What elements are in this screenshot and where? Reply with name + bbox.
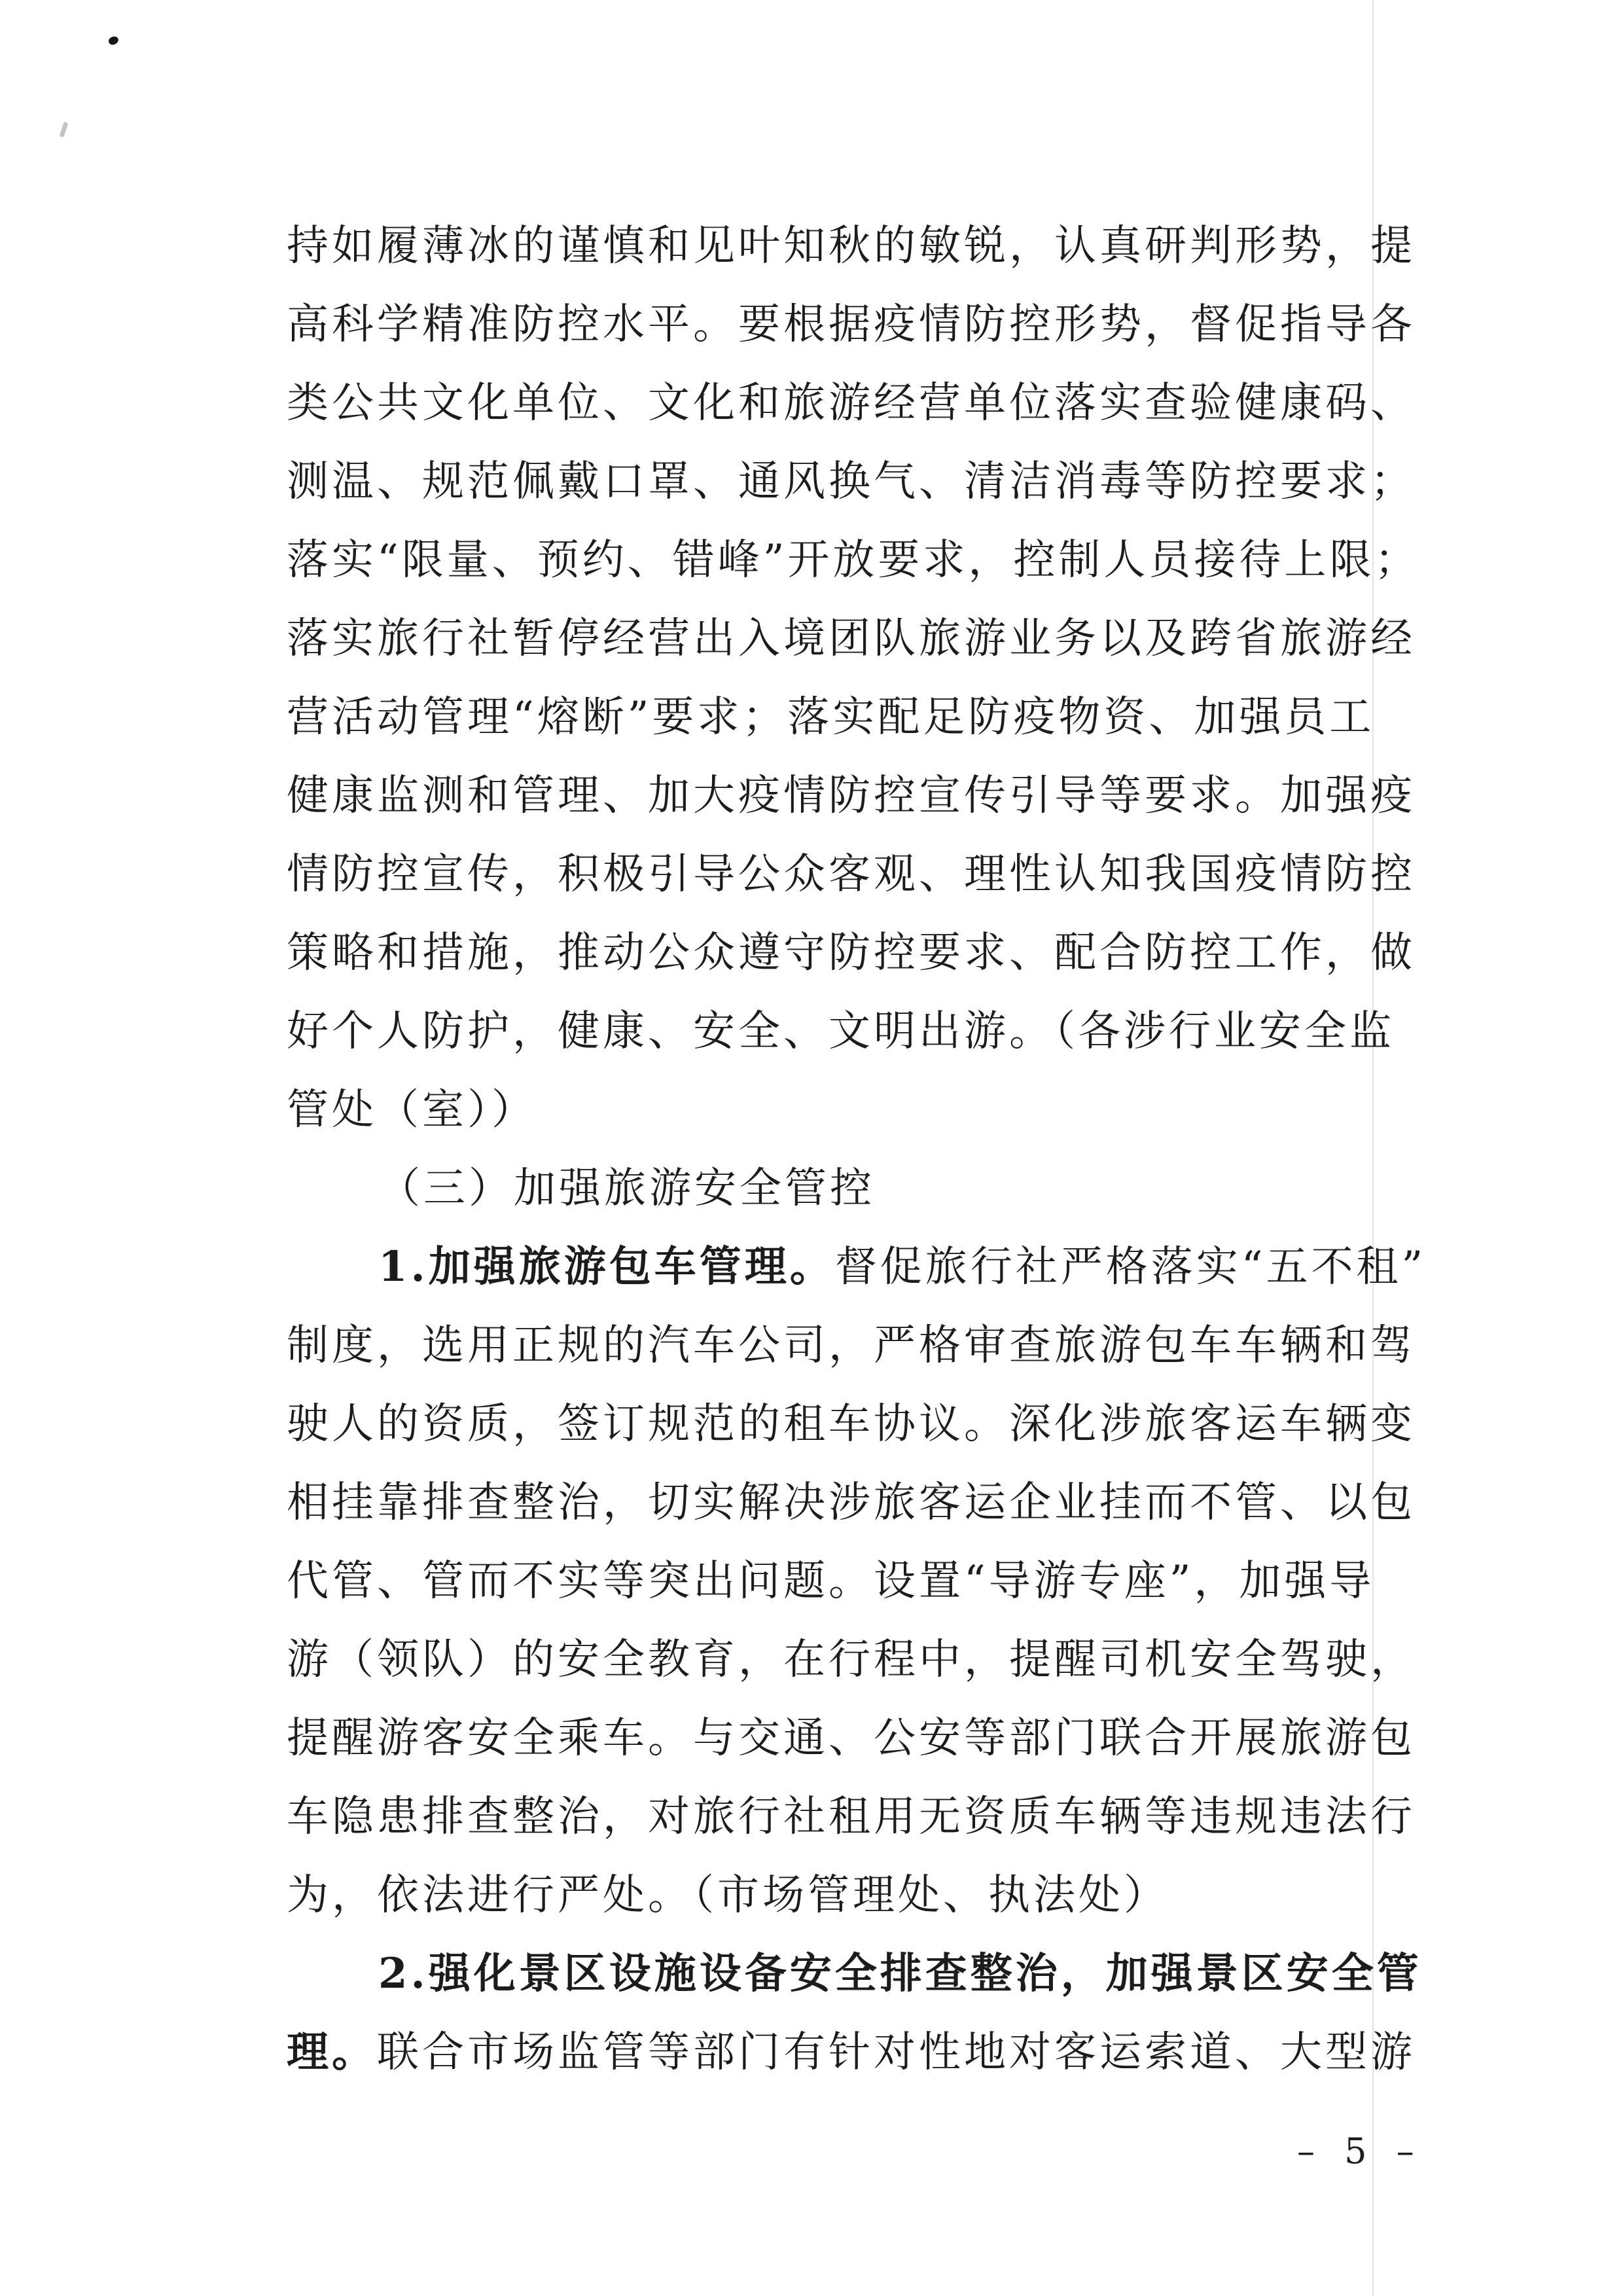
text-line bbox=[287, 442, 1471, 521]
text-line bbox=[287, 678, 1471, 757]
text-run: 持如履薄冰的谨慎和见叶知秋的敏锐，认真研判形势，提 bbox=[287, 222, 1416, 270]
text-run: 落实旅行社暂停经营出入境团队旅游业务以及跨省旅游经 bbox=[287, 615, 1416, 663]
bold-text-run: 理。 bbox=[287, 2028, 377, 2077]
text-line bbox=[287, 1306, 1471, 1385]
text-line bbox=[287, 600, 1471, 678]
text-line bbox=[287, 1935, 1471, 2013]
text-block bbox=[287, 207, 1471, 2092]
text-run: （三）加强旅游安全管控 bbox=[378, 1164, 875, 1213]
text-line bbox=[287, 2013, 1471, 2092]
text-line bbox=[287, 285, 1471, 364]
text-line bbox=[287, 1621, 1471, 1699]
text-run: 提醒游客安全乘车。与交通、公安等部门联合开展旅游包 bbox=[287, 1714, 1416, 1763]
text-line bbox=[287, 914, 1471, 992]
text-line bbox=[287, 835, 1471, 914]
text-run: 制度，选用正规的汽车公司，严格审查旅游包车车辆和驾 bbox=[287, 1321, 1416, 1370]
page-number: – 5 – bbox=[1297, 2130, 1423, 2172]
text-line bbox=[287, 1856, 1471, 1935]
bold-text-run: 2.强化景区设施设备安全排查整治，加强景区安全管 bbox=[378, 1949, 1422, 1998]
text-run: 联合市场监管等部门有针对性地对客运索道、大型游 bbox=[377, 2028, 1416, 2077]
text-line bbox=[287, 1699, 1471, 1778]
text-line bbox=[287, 1542, 1471, 1621]
text-run: 车隐患排查整治，对旅行社租用无资质车辆等违规违法行 bbox=[287, 1793, 1416, 1841]
text-line bbox=[287, 521, 1471, 600]
text-line bbox=[287, 1778, 1471, 1856]
text-run: 为，依法进行严处。（市场管理处、执法处） bbox=[287, 1871, 1169, 1920]
text-run: 情防控宣传，积极引导公众客观、理性认知我国疫情防控 bbox=[287, 850, 1416, 899]
text-run: 策略和措施，推动公众遵守防控要求、配合防控工作，做 bbox=[287, 929, 1416, 977]
text-run: 类公共文化单位、文化和旅游经营单位落实查验健康码、 bbox=[287, 379, 1416, 427]
text-line bbox=[287, 1071, 1471, 1149]
text-line bbox=[287, 364, 1471, 442]
text-run: 高科学精准防控水平。要根据疫情防控形势，督促指导各 bbox=[287, 300, 1416, 349]
text-run: 健康监测和管理、加大疫情防控宣传引导等要求。加强疫 bbox=[287, 772, 1416, 820]
text-run: 落实“限量、预约、错峰”开放要求，控制人员接待上限； bbox=[287, 536, 1420, 584]
text-line bbox=[287, 1463, 1471, 1542]
text-run: 驶人的资质，签订规范的租车协议。深化涉旅客运车辆变 bbox=[287, 1400, 1416, 1448]
text-run: 测温、规范佩戴口罩、通风换气、清洁消毒等防控要求； bbox=[287, 457, 1416, 506]
ink-speck bbox=[107, 35, 120, 46]
text-run: 相挂靠排查整治，切实解决涉旅客运企业挂而不管、以包 bbox=[287, 1479, 1416, 1527]
bold-text-run: 1.加强旅游包车管理。 bbox=[378, 1242, 835, 1291]
text-run: 督促旅行社严格落实“五不租” bbox=[834, 1243, 1427, 1291]
text-run: 游（领队）的安全教育，在行程中，提醒司机安全驾驶， bbox=[287, 1636, 1416, 1684]
text-line bbox=[287, 757, 1471, 835]
ink-smudge bbox=[59, 122, 68, 138]
text-run: 代管、管而不实等突出问题。设置“导游专座”，加强导 bbox=[287, 1557, 1375, 1605]
text-line bbox=[287, 1149, 1471, 1228]
text-run: 好个人防护，健康、安全、文明出游。（各涉行业安全监 bbox=[287, 1007, 1395, 1056]
text-line bbox=[287, 1385, 1471, 1463]
text-line bbox=[287, 1228, 1471, 1306]
text-line bbox=[287, 992, 1471, 1071]
text-run: 管处（室）） bbox=[287, 1086, 537, 1134]
text-line bbox=[287, 207, 1471, 285]
text-run: 营活动管理“熔断”要求；落实配足防疫物资、加强员工 bbox=[287, 693, 1375, 742]
